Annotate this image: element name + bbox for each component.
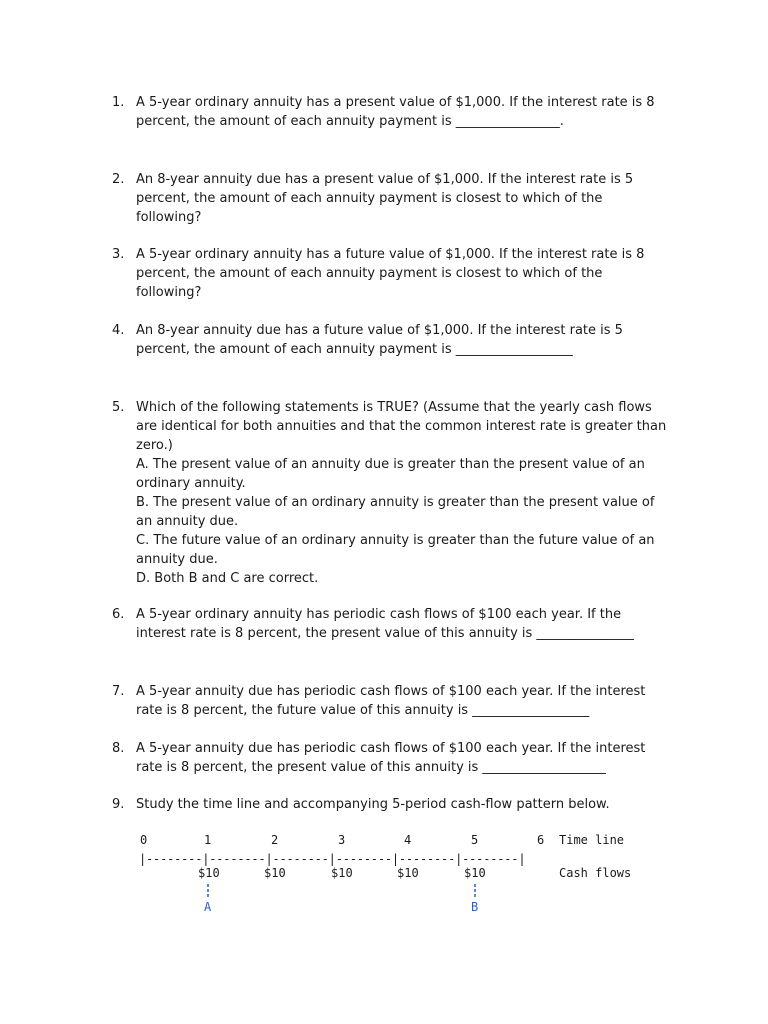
answer-option-d: D. Both B and C are correct. [136,571,319,586]
question-text-line: Study the time line and accompanying 5-period cash-flow pattern below. [136,797,610,812]
answer-option-a: A. The present value of an annuity due is greater than the present value of an [136,457,645,472]
question-text-line: percent, the amount of each annuity payment is __________________ [136,342,573,357]
period-label-5: 5 [471,833,479,847]
cash-flow-5: $10 [464,866,486,880]
cash-flow-1: $10 [198,866,220,880]
period-label-2: 2 [271,833,279,847]
question-text-line: percent, the amount of each annuity payment is closest to which of the [136,266,603,281]
period-label-3: 3 [338,833,346,847]
cash-flow-2: $10 [264,866,286,880]
question-text-line: A 5-year ordinary annuity has a present value of $1,000. If the interest rate is 8 [136,95,655,110]
question-text-line: A 5-year ordinary annuity has periodic cash flows of $100 each year. If the [136,607,622,622]
period-label-6: 6 [537,833,545,847]
question-text-line: An 8-year annuity due has a future value of $1,000. If the interest rate is 5 [136,323,623,338]
question-text-line: A 5-year ordinary annuity has a future value of $1,000. If the interest rate is 8 [136,247,645,262]
question-text-line: A 5-year annuity due has periodic cash flows of $100 each year. If the interest [136,741,646,756]
period-label-4: 4 [404,833,412,847]
question-text-line: interest rate is 8 percent, the present value of this annuity is _______________ [136,626,634,641]
period-label-0: 0 [140,833,148,847]
period-label-1: 1 [204,833,212,847]
answer-option-a-cont: ordinary annuity. [136,476,246,491]
question-text-line: following? [136,210,202,225]
question-text-line: are identical for both annuities and that the common interest rate is greater than [136,419,667,434]
cash-flow-4: $10 [397,866,419,880]
question-number: 9. [112,797,125,812]
question-number: 4. [112,323,125,338]
cash-flows-label: Cash flows [559,866,632,880]
time-line-label: Time line [559,833,625,847]
question-text-line: percent, the amount of each annuity payment is closest to which of the [136,191,603,206]
answer-option-c: C. The future value of an ordinary annuity is greater than the future value of an [136,533,655,548]
question-number: 1. [112,95,125,110]
marker-a: A [204,900,212,914]
question-text-line: rate is 8 percent, the present value of this annuity is ___________________ [136,760,606,775]
question-text-line: percent, the amount of each annuity payment is ________________. [136,114,564,129]
answer-option-b-cont: an annuity due. [136,514,239,529]
question-number: 8. [112,741,125,756]
marker-b: B [471,900,479,914]
answer-option-b: B. The present value of an ordinary annuity is greater than the present value of [136,495,655,510]
question-text-line: A 5-year annuity due has periodic cash flows of $100 each year. If the interest [136,684,646,699]
timeline-bar: |--------|--------|--------|--------|--------|--------| [139,852,526,866]
question-number: 7. [112,684,125,699]
question-number: 5. [112,400,125,415]
question-text-line: Which of the following statements is TRUE? (Assume that the yearly cash flows [136,400,652,415]
question-text-line: following? [136,285,202,300]
question-text-line: zero.) [136,438,173,453]
question-number: 3. [112,247,125,262]
question-text-line: rate is 8 percent, the future value of this annuity is __________________ [136,703,590,718]
question-number: 2. [112,172,125,187]
cash-flow-3: $10 [331,866,353,880]
question-number: 6. [112,607,125,622]
question-text-line: An 8-year annuity due has a present value of $1,000. If the interest rate is 5 [136,172,634,187]
answer-option-c-cont: annuity due. [136,552,218,567]
